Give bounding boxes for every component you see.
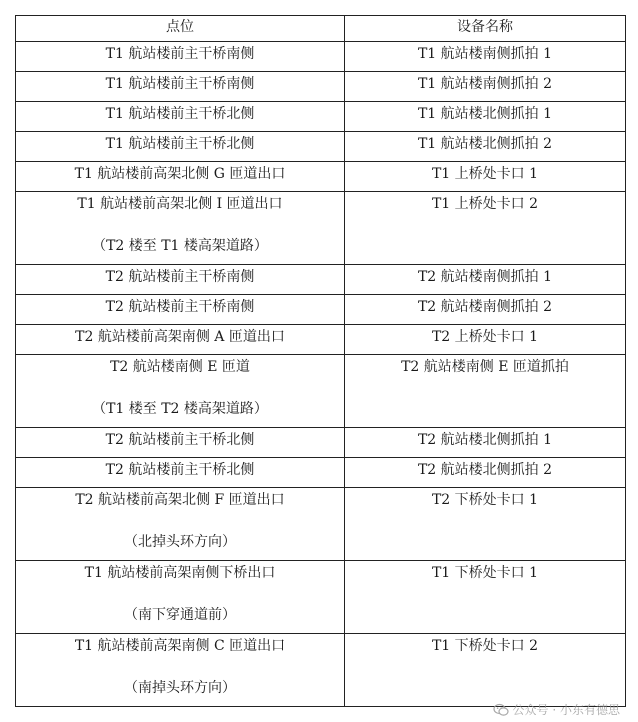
- location-text: T2 航站楼前主干桥北侧: [105, 462, 255, 478]
- location-cell: [16, 325, 345, 355]
- location-text: T2 航站楼前高架北侧 F 匝道出口: [75, 492, 285, 508]
- location-note: （T2 楼至 T1 楼高架道路）: [92, 238, 268, 254]
- location-cell: [16, 428, 345, 458]
- table-row: [16, 325, 626, 355]
- location-text: T1 航站楼前高架南侧 C 匝道出口: [74, 638, 286, 654]
- location-text: T2 航站楼南侧 E 匝道: [110, 359, 250, 375]
- location-cell: [16, 488, 345, 561]
- location-text: T1 航站楼前主干桥南侧: [105, 46, 255, 62]
- device-name-cell: T1 下桥处卡口 2: [345, 634, 626, 707]
- table-header-row: [16, 16, 626, 42]
- device-name-cell: T2 航站楼北侧抓拍 1: [345, 428, 626, 458]
- device-name-cell: T2 航站楼南侧抓拍 2: [345, 295, 626, 325]
- location-note: （T1 楼至 T2 楼高架道路）: [92, 401, 268, 417]
- device-name-cell: T2 航站楼南侧抓拍 1: [345, 265, 626, 295]
- wechat-icon: [493, 703, 509, 717]
- table-row: [16, 42, 626, 72]
- device-name-cell: T1 航站楼北侧抓拍 2: [345, 132, 626, 162]
- device-name-cell: T1 航站楼南侧抓拍 1: [345, 42, 626, 72]
- location-text: T2 航站楼前高架南侧 A 匝道出口: [75, 329, 285, 345]
- device-name-cell: T2 下桥处卡口 1: [345, 488, 626, 561]
- table-row: [16, 561, 626, 634]
- location-cell: [16, 355, 345, 428]
- device-name-cell: T1 航站楼北侧抓拍 1: [345, 102, 626, 132]
- location-note: （南掉头环方向）: [124, 680, 236, 696]
- location-cell: [16, 295, 345, 325]
- device-name-cell: T1 上桥处卡口 2: [345, 192, 626, 265]
- table-row: [16, 162, 626, 192]
- location-cell: [16, 162, 345, 192]
- table-row: [16, 102, 626, 132]
- device-name-cell: T1 上桥处卡口 1: [345, 162, 626, 192]
- location-text: T1 航站楼前主干桥南侧: [105, 76, 255, 92]
- location-text: T1 航站楼前主干桥北侧: [105, 106, 255, 122]
- table-row: [16, 72, 626, 102]
- device-location-table: [15, 15, 626, 707]
- location-text: T1 航站楼前高架北侧 G 匝道出口: [74, 166, 286, 182]
- device-name-cell: T1 航站楼南侧抓拍 2: [345, 72, 626, 102]
- location-cell: [16, 42, 345, 72]
- location-text: T2 航站楼前主干桥南侧: [105, 269, 255, 285]
- header-location: 点位: [16, 16, 345, 42]
- watermark-text: 公众号 · 小东有德思: [512, 703, 620, 717]
- device-name-cell: T2 航站楼南侧 E 匝道抓拍: [345, 355, 626, 428]
- table-row: [16, 295, 626, 325]
- location-note: （北掉头环方向）: [124, 534, 236, 550]
- header-device-name: 设备名称: [345, 16, 626, 42]
- location-cell: [16, 102, 345, 132]
- location-text: T2 航站楼前主干桥南侧: [105, 299, 255, 315]
- table-row: [16, 488, 626, 561]
- table-row: [16, 132, 626, 162]
- device-name-cell: T2 上桥处卡口 1: [345, 325, 626, 355]
- location-text: T1 航站楼前主干桥北侧: [105, 136, 255, 152]
- location-cell: [16, 72, 345, 102]
- location-cell: [16, 192, 345, 265]
- device-name-cell: T1 下桥处卡口 1: [345, 561, 626, 634]
- location-cell: [16, 265, 345, 295]
- table-row: [16, 458, 626, 488]
- table-row: [16, 428, 626, 458]
- location-cell: [16, 458, 345, 488]
- location-text: T1 航站楼前高架北侧 I 匝道出口: [77, 196, 283, 212]
- table-body: [16, 42, 626, 707]
- location-text: T2 航站楼前主干桥北侧: [105, 432, 255, 448]
- location-cell: [16, 561, 345, 634]
- watermark: [493, 701, 620, 718]
- table-row: [16, 634, 626, 707]
- location-note: （南下穿通道前）: [124, 607, 236, 623]
- location-text: T1 航站楼前高架南侧下桥出口: [84, 565, 276, 581]
- table-row: [16, 192, 626, 265]
- table-row: [16, 265, 626, 295]
- location-cell: [16, 634, 345, 707]
- table-row: [16, 355, 626, 428]
- device-name-cell: T2 航站楼北侧抓拍 2: [345, 458, 626, 488]
- location-cell: [16, 132, 345, 162]
